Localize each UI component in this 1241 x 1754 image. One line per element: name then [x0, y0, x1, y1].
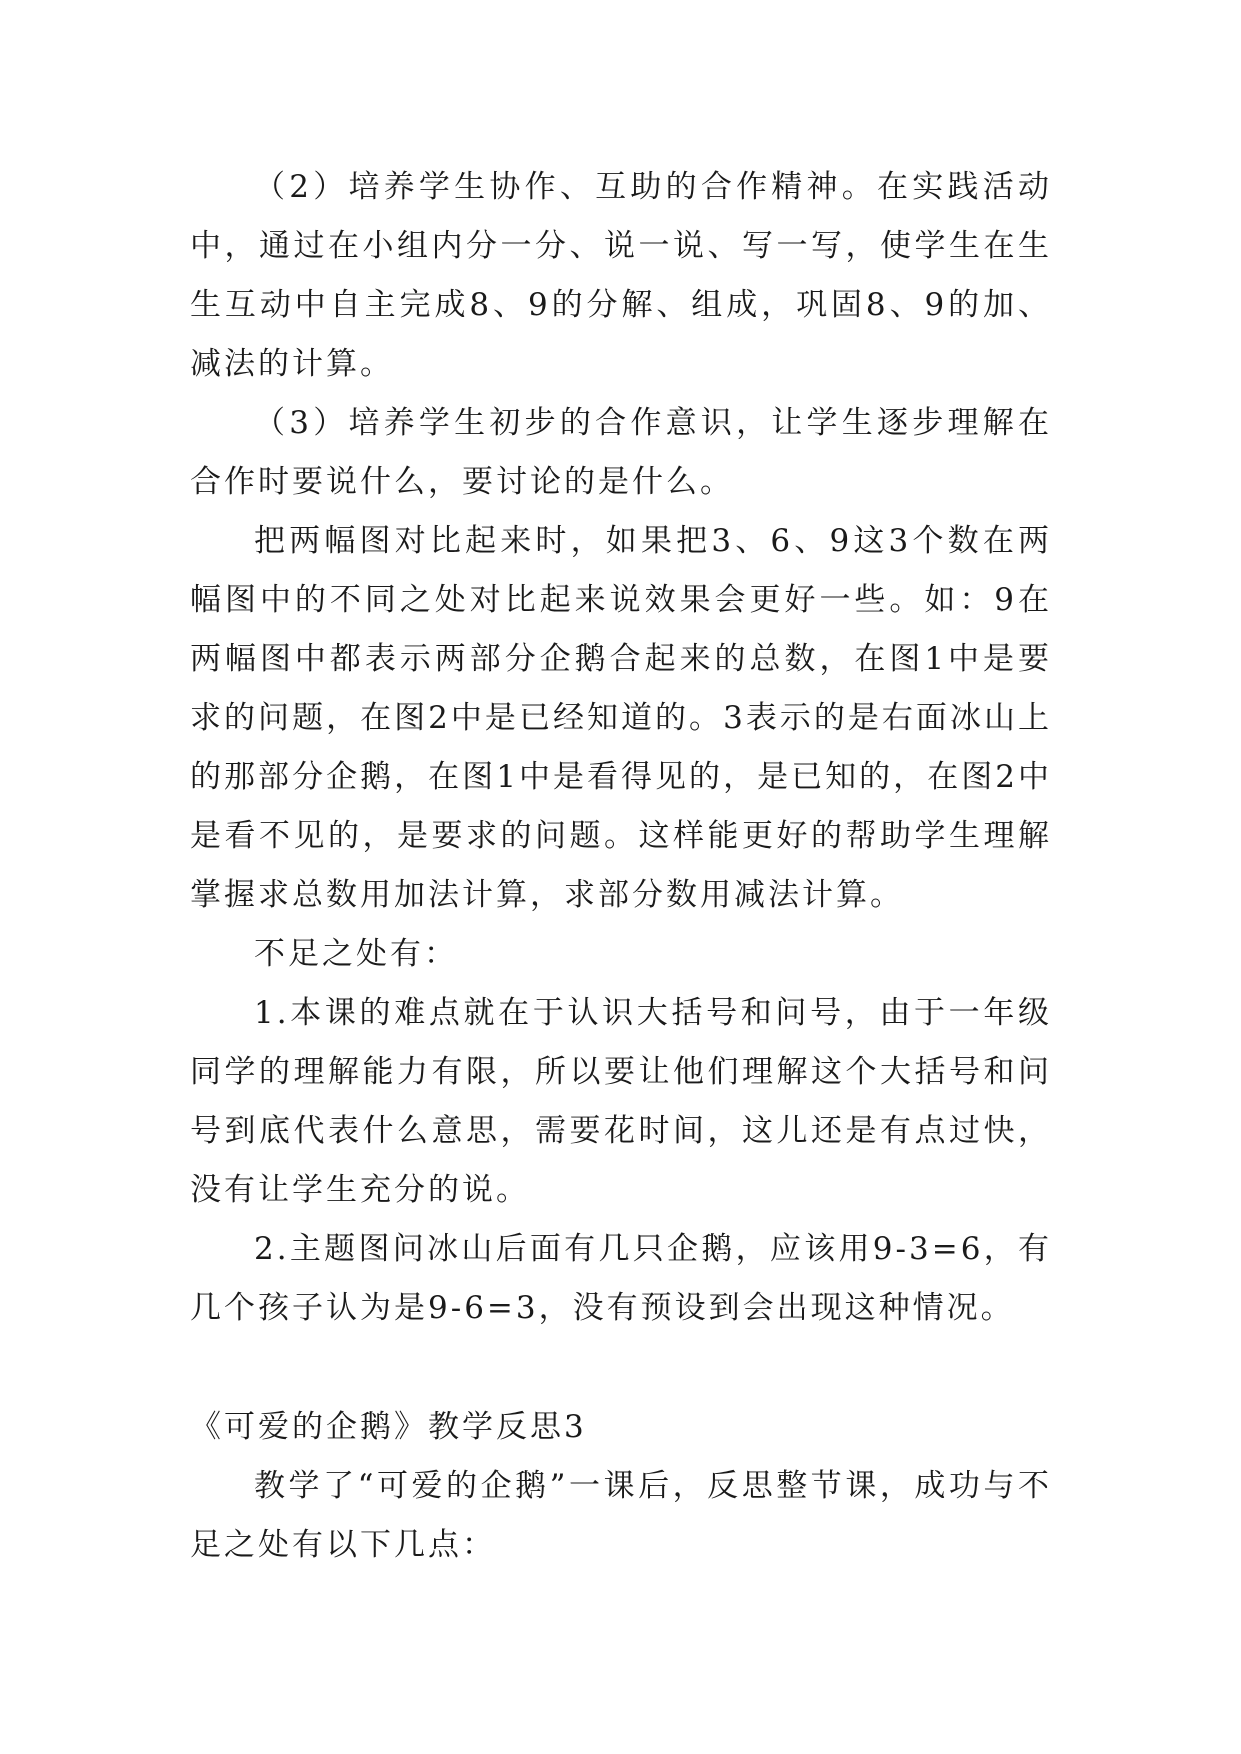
- document-page: [190, 158, 1052, 1575]
- paragraph-shortcomings-heading: 不足之处有：: [254, 936, 458, 972]
- paragraph-goal-2: （2）培养学生协作、互助的合作精神。在实践活动中，通过在小组内分一分、说一说、写一写，使学生在生生互动中自主完成8、9的分解、组成，巩固8、9的加、减法的计算。: [190, 169, 1052, 382]
- paragraph-reflection-intro: 教学了“可爱的企鹅”一课后，反思整节课，成功与不足之处有以下几点：: [190, 1468, 1052, 1563]
- section-title: 《可爱的企鹅》教学反思3: [190, 1409, 587, 1445]
- paragraph-goal-3: （3）培养学生初步的合作意识，让学生逐步理解在合作时要说什么，要讨论的是什么。: [190, 405, 1052, 500]
- paragraph-shortcoming-1: 1.本课的难点就在于认识大括号和问号，由于一年级同学的理解能力有限，所以要让他们理解这个大括号和问号到底代表什么意思，需要花时间，这儿还是有点过快，没有让学生充分的说。: [190, 995, 1052, 1208]
- paragraph-comparison: 把两幅图对比起来时，如果把3、6、9这3个数在两幅图中的不同之处对比起来说效果会更好一些。如：9在两幅图中都表示两部分企鹅合起来的总数，在图1中是要求的问题，在图2中是已经知道的。3表示的是右面冰山上的那部分企鹅，在图1中是看得见的，是已知的，在图2中是看不见的，是要求的问题。这样能更好的帮助学生理解掌握求总数用加法计算，求部分数用减法计算。: [190, 523, 1052, 913]
- paragraph-shortcoming-2: 2.主题图问冰山后面有几只企鹅，应该用9-3=6，有几个孩子认为是9-6=3，没有预设到会出现这种情况。: [190, 1231, 1052, 1326]
